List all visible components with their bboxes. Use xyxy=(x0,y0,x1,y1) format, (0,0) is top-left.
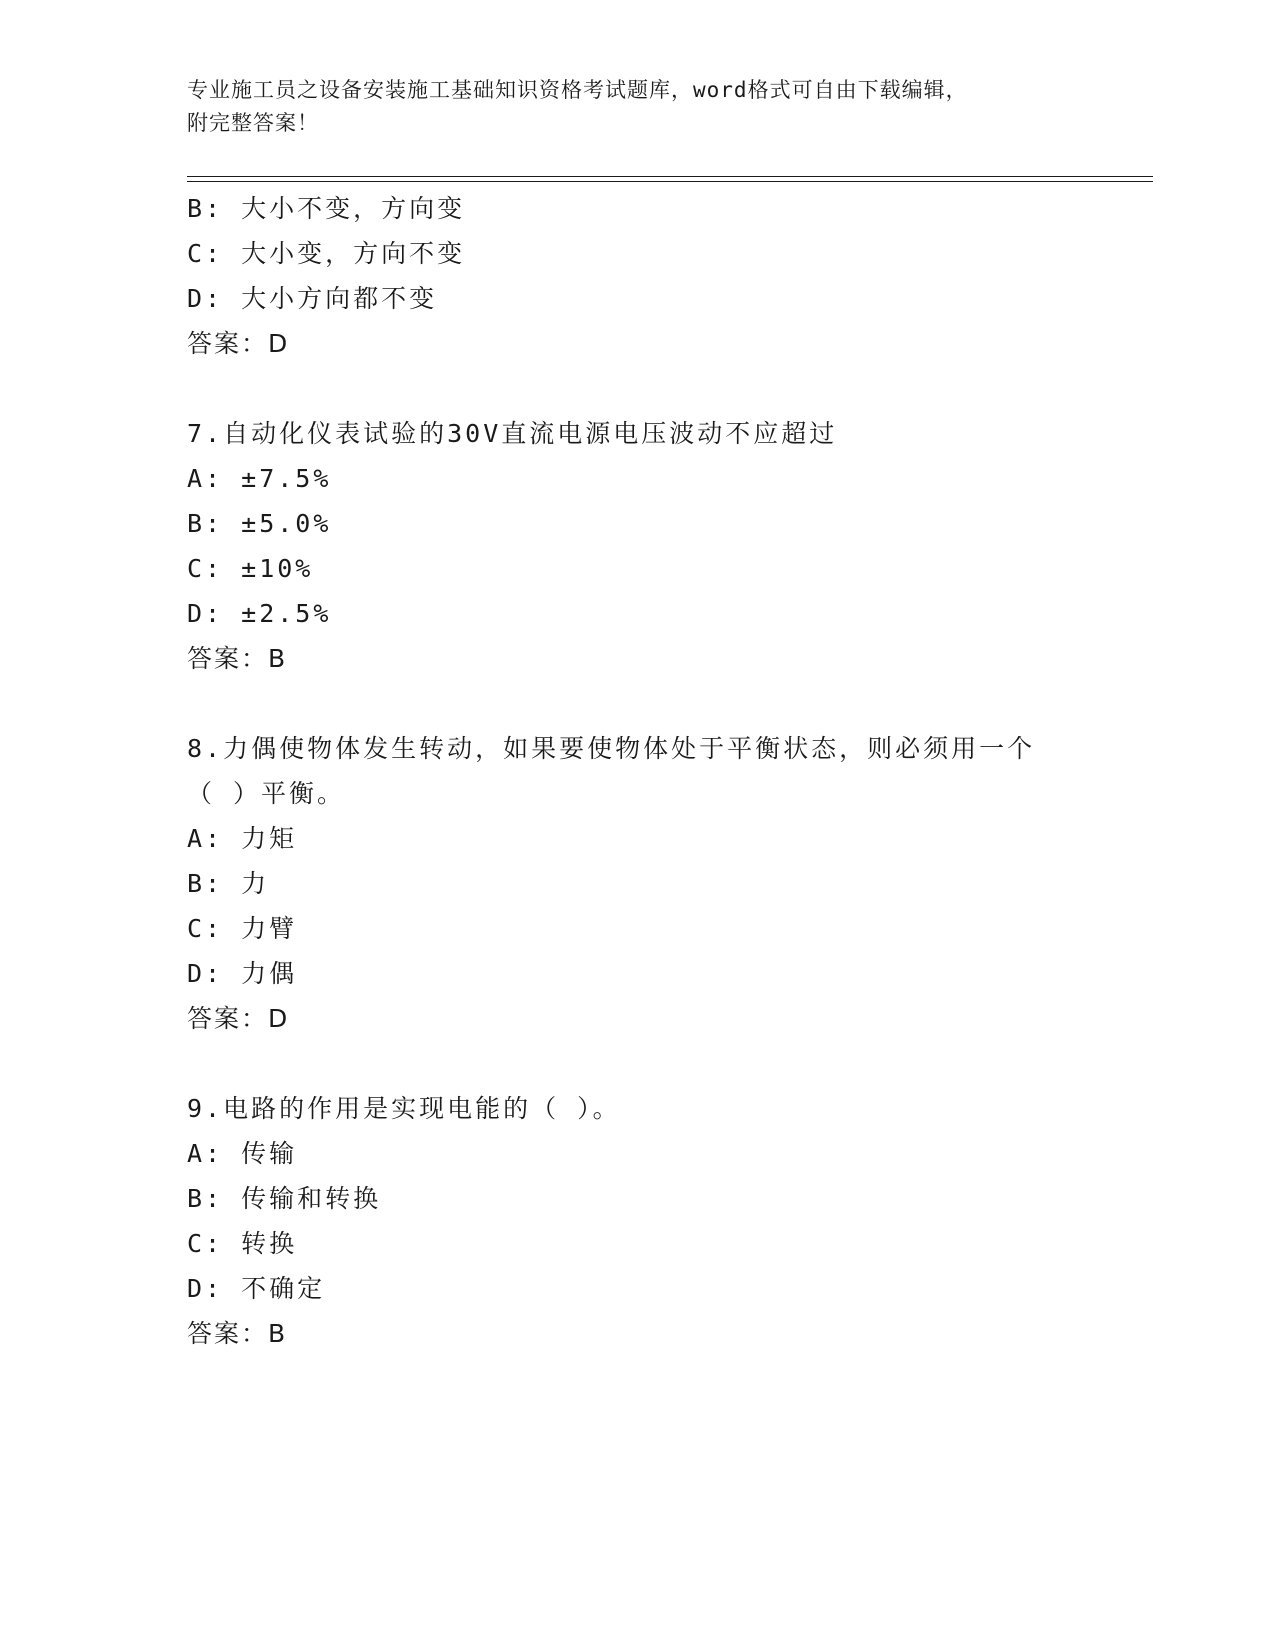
option-d: D: ±2.5% xyxy=(187,599,332,628)
option-c: C: ±10% xyxy=(187,554,314,583)
header-line-2: 附完整答案！ xyxy=(187,111,319,135)
answer-text: 答案：B xyxy=(187,1319,288,1348)
option-b: B: 大小不变，方向变 xyxy=(187,194,466,223)
question-stem: 9.电路的作用是实现电能的（ ）。 xyxy=(187,1094,621,1123)
option-d: D: 大小方向都不变 xyxy=(187,284,438,313)
option-b: B: 力 xyxy=(187,869,270,898)
question-stem: 8.力偶使物体发生转动，如果要使物体处于平衡状态，则必须用一个 xyxy=(187,734,1036,763)
answer-text: 答案：B xyxy=(187,644,288,673)
answer-text: 答案：D xyxy=(187,1004,290,1033)
option-c: C: 大小变，方向不变 xyxy=(187,239,466,268)
option-c: C: 力臂 xyxy=(187,914,298,943)
answer-text: 答案：D xyxy=(187,329,290,358)
option-b: B: ±5.0% xyxy=(187,509,332,538)
header-divider-top xyxy=(187,176,1153,177)
question-stem-continued: （ ）平衡。 xyxy=(187,779,346,808)
option-c: C: 转换 xyxy=(187,1229,298,1258)
question-stem: 7.自动化仪表试验的30V直流电源电压波动不应超过 xyxy=(187,419,838,448)
option-a: A: ±7.5% xyxy=(187,464,332,493)
option-a: A: 传输 xyxy=(187,1139,298,1168)
option-d: D: 不确定 xyxy=(187,1274,326,1303)
option-a: A: 力矩 xyxy=(187,824,298,853)
header-line-1: 专业施工员之设备安装施工基础知识资格考试题库，word格式可自由下载编辑， xyxy=(187,78,968,102)
option-d: D: 力偶 xyxy=(187,959,298,988)
header-divider-bottom xyxy=(187,181,1153,182)
document-header xyxy=(187,74,1087,140)
option-b: B: 传输和转换 xyxy=(187,1184,382,1213)
